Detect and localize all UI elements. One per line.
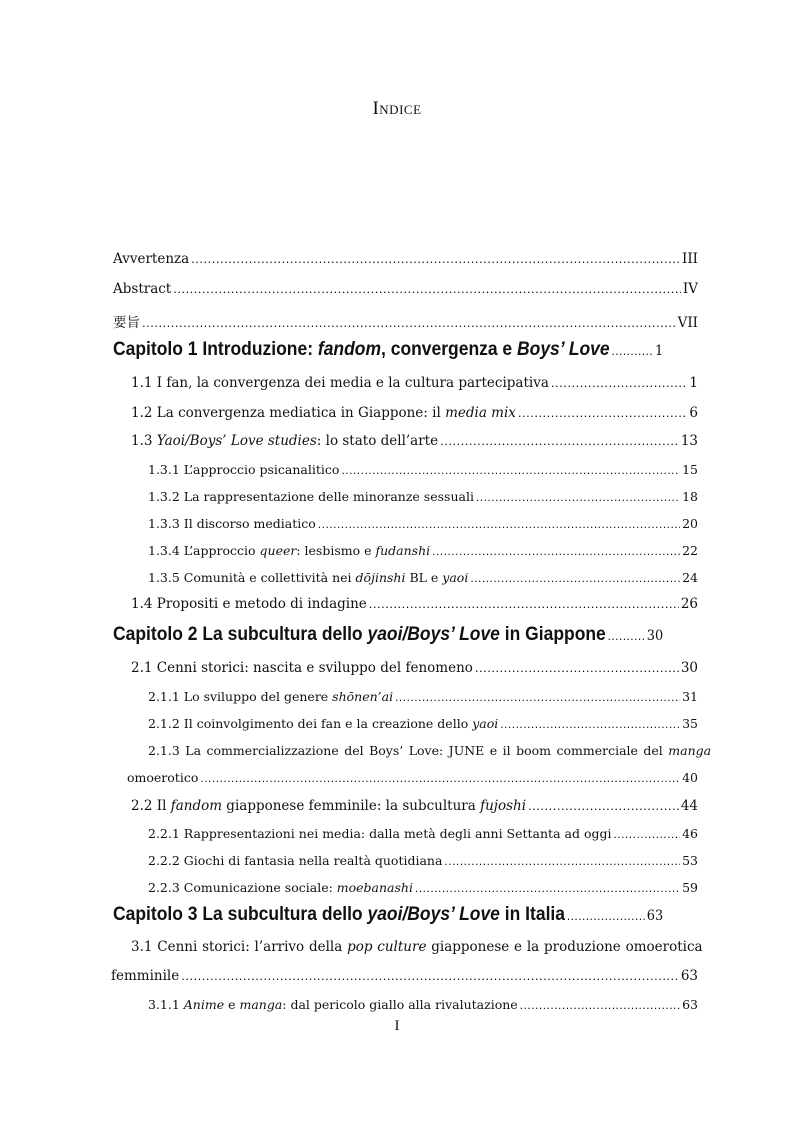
toc-entry-page: 30	[680, 660, 698, 676]
toc-entry-page: 30	[646, 628, 664, 644]
toc-entry-label: 2.2.1 Rappresentazioni nei media: dalla metà degli anni Settanta ad oggi	[148, 826, 612, 841]
leader-dots	[142, 315, 676, 330]
toc-section-1-3[interactable]	[131, 433, 698, 449]
toc-subsection-3-1-1[interactable]	[148, 997, 698, 1012]
leader-dots	[444, 854, 680, 868]
toc-entry-page: III	[682, 251, 698, 267]
leader-dots	[395, 690, 680, 704]
toc-entry-label: omoerotico	[127, 770, 199, 785]
toc-section-2-2[interactable]	[131, 798, 698, 814]
toc-entry-label: Abstract	[113, 281, 172, 297]
leader-dots	[318, 517, 680, 531]
toc-entry-page: 59	[682, 880, 698, 895]
toc-entry-page: 31	[682, 689, 698, 704]
toc-subsection-2-1-1[interactable]	[148, 689, 698, 704]
toc-entry-page: 15	[682, 462, 698, 477]
toc-entry-page: 6	[689, 405, 698, 421]
toc-entry-label: Avvertenza	[113, 251, 190, 267]
leader-dots	[608, 628, 645, 643]
leader-dots	[415, 881, 680, 895]
leader-dots	[341, 463, 680, 477]
toc-entry-label: 2.1.2 Il coinvolgimento dei fan e la creazione dello yaoi	[148, 716, 499, 731]
toc-entry-label: 2.1.1 Lo sviluppo del genere shōnen’ai	[148, 689, 394, 704]
leader-dots	[611, 343, 653, 358]
toc-entry-label: Capitolo 2 La subcultura dello yaoi/Boys’ Love in Giappone	[113, 624, 606, 645]
toc-entry-label: Capitolo 1 Introduzione: fandom, convergenza e Boys’ Love	[113, 339, 610, 360]
toc-entry-label: 1.4 Propositi e metodo di indagine	[131, 596, 367, 612]
toc-section-1-4[interactable]	[131, 596, 698, 612]
leader-dots	[432, 544, 680, 558]
toc-entry-label: 1.3.2 La rappresentazione delle minoranze sessuali	[148, 489, 474, 504]
toc-subsection-1-3-1[interactable]	[148, 462, 698, 477]
toc-entry-page: 24	[682, 570, 698, 585]
toc-entry-label: 1.1 I fan, la convergenza dei media e la cultura partecipativa	[131, 375, 549, 391]
toc-entry-label: femminile	[111, 968, 180, 984]
leader-dots	[528, 798, 679, 813]
toc-section-3-1[interactable]: 3.1 Cenni storici: l’arrivo della pop culture giapponese e la produzione omoerotica	[131, 939, 703, 955]
toc-entry-page: 63	[646, 908, 664, 924]
toc-chapter-1[interactable]	[113, 339, 663, 361]
toc-entry-page: 40	[682, 770, 698, 785]
leader-dots	[200, 771, 680, 785]
toc-section-1-2[interactable]	[131, 405, 698, 421]
page-title: Indice	[372, 98, 422, 119]
toc-entry-label: 1.2 La convergenza mediatica in Giappone: il media mix	[131, 405, 516, 421]
toc-entry-page: IV	[682, 281, 698, 297]
toc-entry-label: 1.3.1 L’approccio psicanalitico	[148, 462, 340, 477]
toc-chapter-2[interactable]	[113, 624, 663, 646]
toc-subsection-1-3-2[interactable]	[148, 489, 698, 504]
leader-dots	[191, 251, 680, 266]
toc-subsection-2-1-2[interactable]	[148, 716, 698, 731]
toc-section-2-1[interactable]	[131, 660, 698, 676]
toc-entry-page: 13	[680, 433, 698, 449]
leader-dots	[173, 281, 681, 296]
toc-entry-avvertenza[interactable]	[113, 251, 698, 267]
leader-dots	[613, 827, 680, 841]
toc-subsection-1-3-3[interactable]	[148, 516, 698, 531]
toc-entry-page: 1	[654, 343, 664, 359]
toc-entry-page: 26	[680, 596, 698, 612]
toc-entry-page: 20	[682, 516, 698, 531]
toc-entry-page: 63	[680, 968, 698, 984]
toc-subsection-1-3-4[interactable]	[148, 543, 698, 558]
toc-entry-summary-jp[interactable]	[113, 311, 698, 331]
toc-subsection-2-2-2[interactable]	[148, 853, 698, 868]
toc-entry-label: 1.3 Yaoi/Boys’ Love studies: lo stato dell’arte	[131, 433, 439, 449]
toc-entry-page: 1	[689, 375, 698, 391]
toc-entry-page: 46	[682, 826, 698, 841]
toc-entry-label: 1.3.4 L’approccio queer: lesbismo e fudanshi	[148, 543, 431, 558]
leader-dots	[470, 571, 680, 585]
toc-entry-abstract[interactable]	[113, 281, 698, 297]
toc-entry-page: 18	[682, 489, 698, 504]
leader-dots	[369, 596, 679, 611]
toc-entry-label: Capitolo 3 La subcultura dello yaoi/Boys’ Love in Italia	[113, 904, 566, 925]
toc-subsection-2-2-1[interactable]	[148, 826, 698, 841]
toc-entry-label: 要旨	[113, 315, 140, 331]
toc-subsection-2-1-3-cont[interactable]	[127, 770, 698, 785]
page-number: I	[394, 1018, 400, 1034]
toc-entry-page: 35	[682, 716, 698, 731]
leader-dots	[500, 717, 680, 731]
toc-entry-label: 2.2.2 Giochi di fantasia nella realtà quotidiana	[148, 853, 443, 868]
toc-entry-label: 1.3.3 Il discorso mediatico	[148, 516, 316, 531]
toc-entry-label: 2.2 Il fandom giapponese femminile: la subcultura fujoshi	[131, 798, 527, 814]
leader-dots	[475, 660, 679, 675]
toc-subsection-2-2-3[interactable]	[148, 880, 698, 895]
toc-entry-page: VII	[677, 315, 698, 331]
toc-subsection-1-3-5[interactable]	[148, 570, 698, 585]
leader-dots	[567, 908, 645, 923]
toc-section-1-1[interactable]	[131, 375, 698, 391]
toc-entry-page: 22	[682, 543, 698, 558]
leader-dots	[440, 433, 679, 448]
toc-entry-page: 44	[680, 798, 698, 814]
leader-dots	[520, 998, 680, 1012]
toc-entry-label: 2.1 Cenni storici: nascita e sviluppo del fenomeno	[131, 660, 473, 676]
toc-entry-label: 1.3.5 Comunità e collettività nei dōjinshi BL e yaoi	[148, 570, 469, 585]
toc-entry-label: 3.1.1 Anime e manga: dal pericolo giallo alla rivalutazione	[148, 997, 518, 1012]
leader-dots	[476, 490, 680, 504]
toc-chapter-3[interactable]	[113, 904, 663, 926]
leader-dots	[181, 968, 679, 983]
toc-entry-page: 63	[682, 997, 698, 1012]
toc-subsection-2-1-3[interactable]: 2.1.3 La commercializzazione del Boys’ Love: JUNE e il boom commerciale del manga	[148, 743, 712, 758]
leader-dots	[518, 405, 688, 420]
toc-entry-label: 2.2.3 Comunicazione sociale: moebanashi	[148, 880, 413, 895]
leader-dots	[551, 375, 688, 390]
toc-entry-page: 53	[682, 853, 698, 868]
toc-section-3-1-cont[interactable]	[111, 968, 698, 984]
